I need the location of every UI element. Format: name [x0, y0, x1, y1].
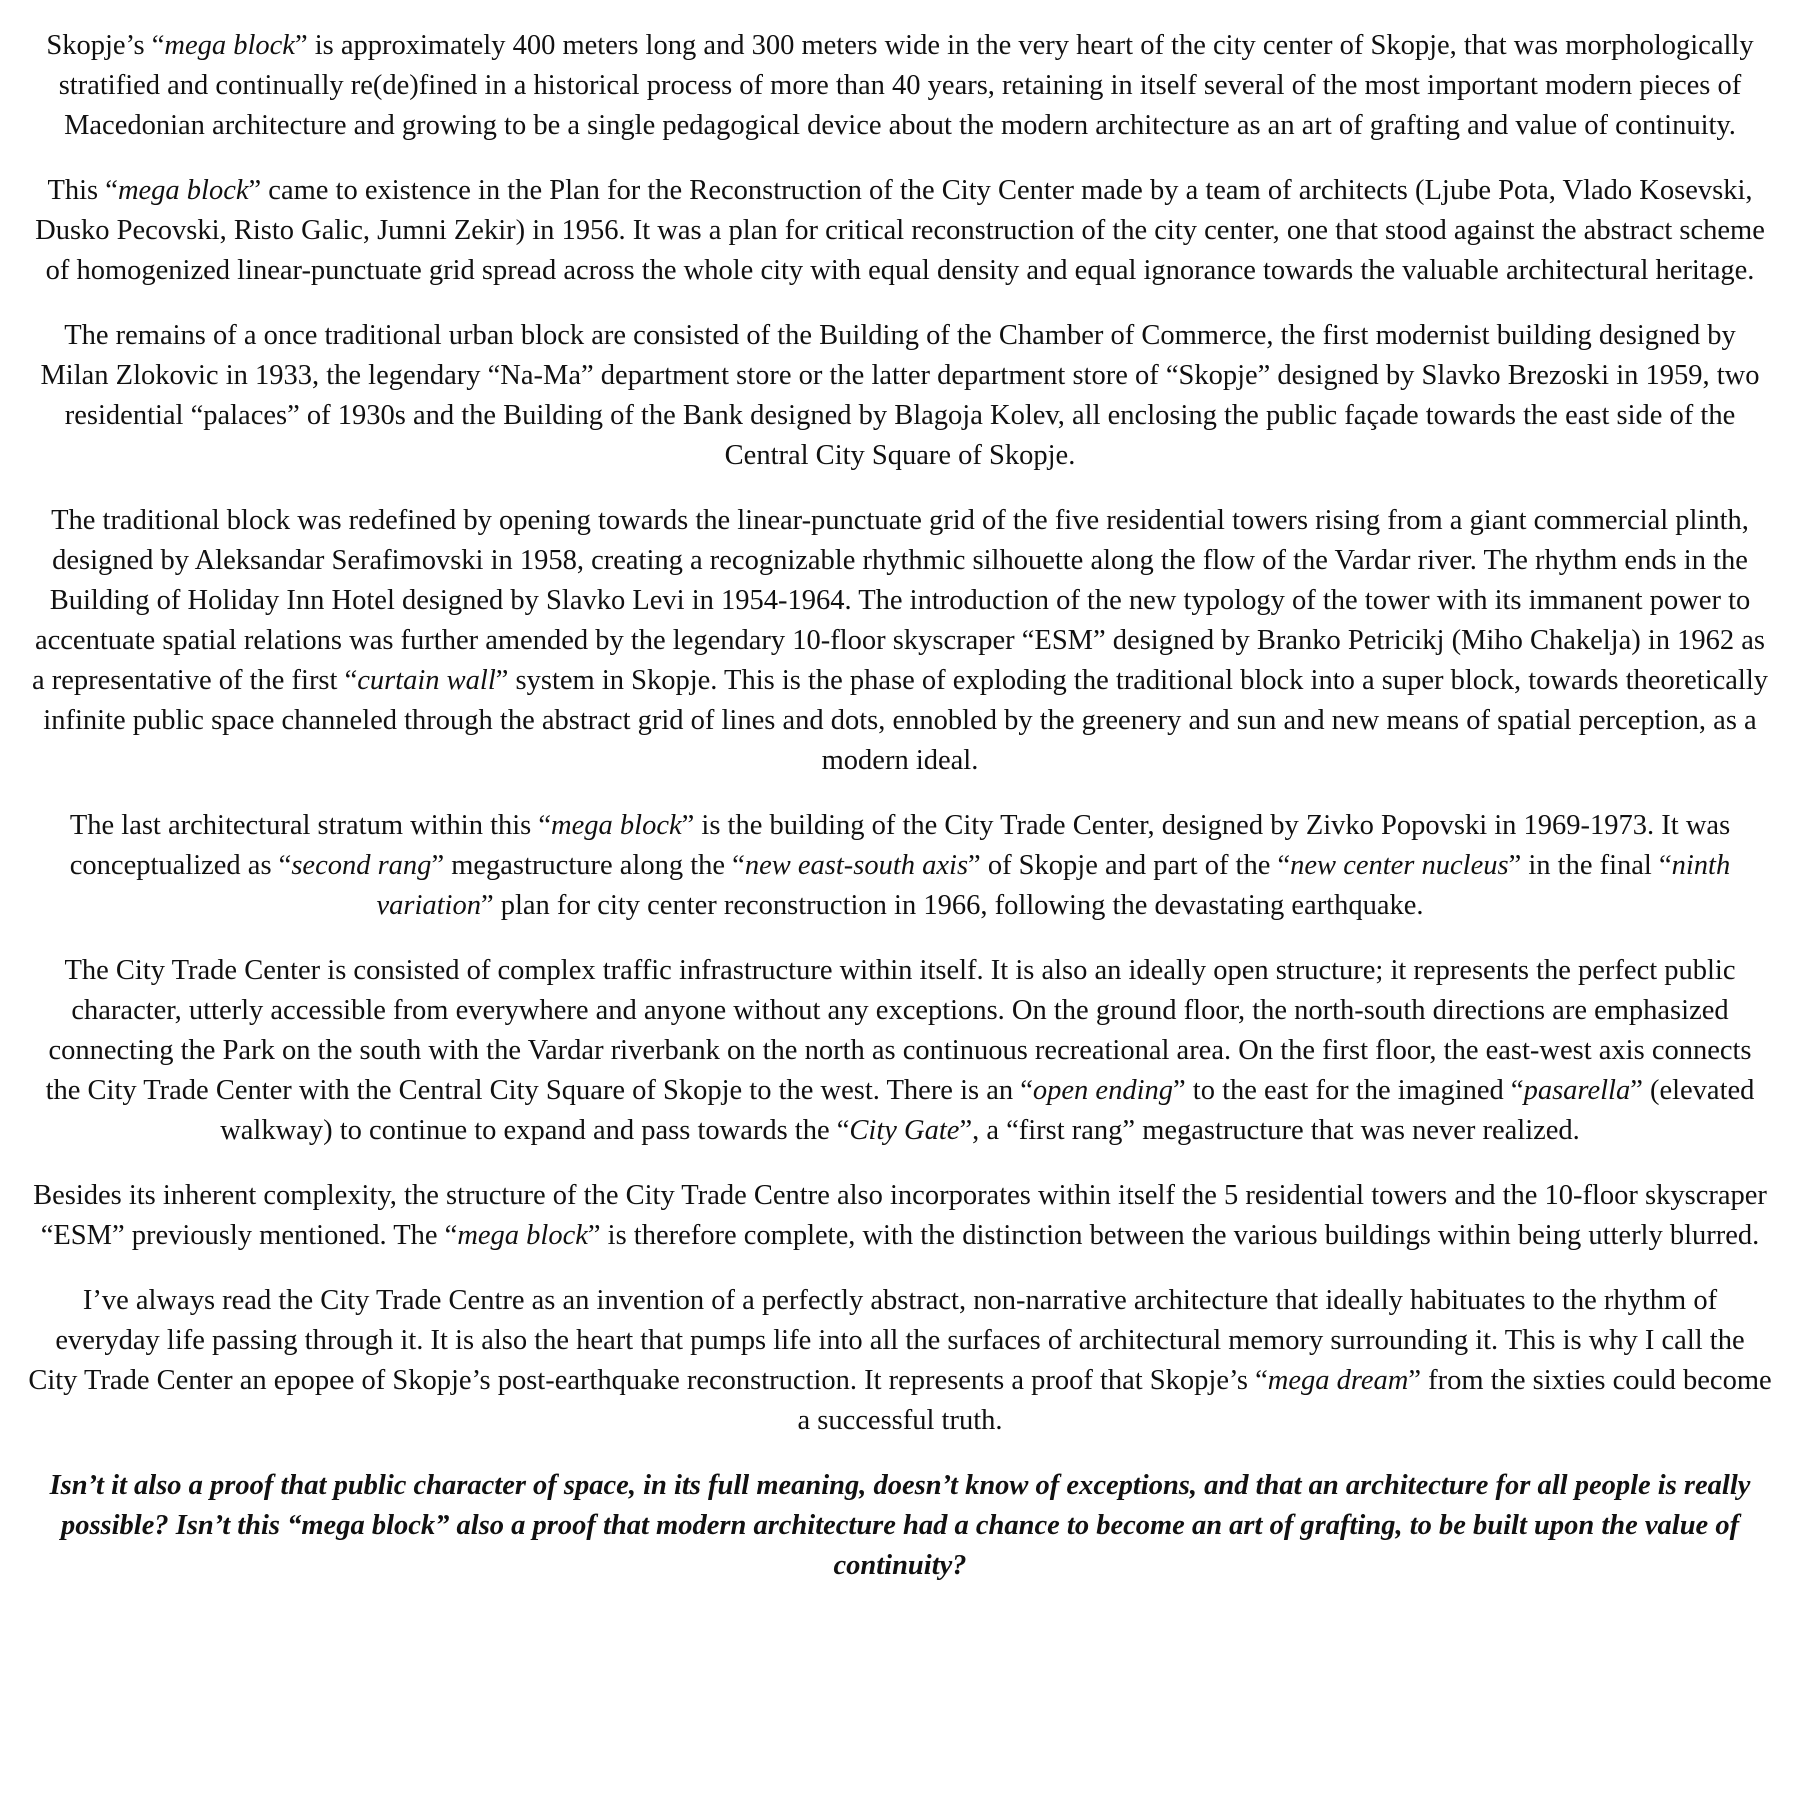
italic-text-run: mega block [164, 30, 295, 61]
text-run: The remains of a once traditional urban block are consisted of the Building of the Chamber of Commerce, the first modernist building designed by Milan Zlokovic in 1933, the legendary “Na-Ma” department store or the latter department store of “Skopje” designed by Slavko Brezoski in 1959, two residential “palaces” of 1930s and the Building of the Bank designed by Blagoja Kolev, all enclosing the public façade towards the east side of the Central City Square of Skopje. [40, 320, 1760, 471]
text-run: ” to the east for the imagined “ [1173, 1075, 1524, 1106]
text-run: ” (elevated walkway) to continue to expand and pass towards the “ [220, 1075, 1755, 1146]
text-run: Skopje’s “ [46, 30, 165, 61]
text-run: ” megastructure along the “ [431, 850, 745, 881]
italic-text-run: new center nucleus [1290, 850, 1509, 881]
paragraph-block-redefined-towers [28, 501, 1772, 781]
text-run: Isn’t it also a proof that public character of space, in its full meaning, doesn’t know of exceptions, and that an architecture for all people is really possible? Isn’t this “mega block” also a proof that modern architecture had a chance to become an art of grafting, to be built upon the value of continuity? [49, 1470, 1751, 1581]
text-run: ” is therefore complete, with the distinction between the various buildings within being utterly blurred. [587, 1220, 1760, 1251]
text-run: ” is the building of the City Trade Center, designed by Zivko Popovski in 1969-1973. It was conceptualized as “ [69, 810, 1731, 881]
italic-text-run: mega block [457, 1220, 588, 1251]
text-run: ” in the final “ [1508, 850, 1672, 881]
text-run: ” plan for city center reconstruction in 1966, following the devastating earthquake. [480, 890, 1424, 921]
italic-text-run: ninth variation [376, 850, 1731, 921]
paragraph-traditional-block-remains [28, 316, 1772, 476]
italic-text-run: second rang [291, 850, 432, 881]
italic-text-run: new east-south axis [744, 850, 969, 881]
text-run: The last architectural stratum within this “ [69, 810, 552, 841]
italic-text-run: City Gate [849, 1115, 960, 1146]
text-run: The City Trade Center is consisted of complex traffic infrastructure within itself. It is also an ideally open structure; it represents the perfect public character, utterly accessible from everywhere and anyone without any exceptions. On the ground floor, the north-south directions are emphasized connecting the Park on the south with the Vardar riverbank on the north as continuous recreational area. On the first floor, the east-west axis connects the City Trade Center with the Central City Square of Skopje to the west. There is an “ [45, 955, 1752, 1106]
text-run: ”, a “first rang” megastructure that was never realized. [959, 1115, 1580, 1146]
text-run: ” from the sixties could become a successful truth. [797, 1365, 1772, 1436]
italic-text-run: open ending [1032, 1075, 1173, 1106]
text-run: The traditional block was redefined by opening towards the linear-punctuate grid of the five residential towers rising from a giant commercial plinth, designed by Aleksandar Serafimovski in 1958, creating a recognizable rhythmic silhouette along the flow of the Vardar river. The rhythm ends in the Building of Holiday Inn Hotel designed by Slavko Levi in 1954-1964. The introduction of the new typology of the tower with its immanent power to accentuate spatial relations was further amended by the legendary 10-floor skyscraper “ESM” designed by Branko Petricikj (Miho Chakelja) in 1962 as a representative of the first “ [32, 505, 1766, 696]
italic-text-run: curtain wall [357, 665, 496, 696]
italic-text-run: pasarella [1523, 1075, 1631, 1106]
paragraph-mega-block-intro [28, 26, 1772, 146]
text-run: ” is approximately 400 meters long and 300 meters wide in the very heart of the city center of Skopje, that was morphologically stratified and continually re(de)fined in a historical process of more than 40 years, retaining in itself several of the most important modern pieces of Macedonian architecture and growing to be a single pedagogical device about the modern architecture as an art of grafting and value of continuity. [58, 30, 1754, 141]
text-run: ” of Skopje and part of the “ [968, 850, 1291, 881]
paragraph-mega-block-complete [28, 1176, 1772, 1256]
paragraph-city-trade-center-structure [28, 951, 1772, 1151]
italic-text-run: mega dream [1267, 1365, 1409, 1396]
paragraph-reconstruction-plan-1956 [28, 171, 1772, 291]
text-run: ” system in Skopje. This is the phase of exploding the traditional block into a super block, towards theoretically infinite public space channeled through the abstract grid of lines and dots, ennobled by the greenery and sun and new means of spatial perception, as a modern ideal. [43, 665, 1768, 776]
italic-text-run: mega block [117, 175, 249, 206]
italic-text-run: mega block [551, 810, 682, 841]
paragraph-closing-question [28, 1466, 1772, 1586]
text-run: Besides its inherent complexity, the structure of the City Trade Centre also incorporates within itself the 5 residential towers and the 10-floor skyscraper “ESM” previously mentioned. The “ [33, 1180, 1767, 1251]
paragraph-city-trade-center-stratum [28, 806, 1772, 926]
text-run: This “ [47, 175, 118, 206]
paragraph-epopee-reconstruction [28, 1281, 1772, 1441]
text-run: I’ve always read the City Trade Centre as an invention of a perfectly abstract, non-narrative architecture that ideally habituates to the rhythm of everyday life passing through it. It is also the heart that pumps life into all the surfaces of architectural memory surrounding it. This is why I call the City Trade Center an epopee of Skopje’s post-earthquake reconstruction. It represents a proof that Skopje’s “ [28, 1285, 1745, 1396]
text-run: ” came to existence in the Plan for the Reconstruction of the City Center made by a team of architects (Ljube Pota, Vlado Kosevski, Dusko Pecovski, Risto Galic, Jumni Zekir) in 1956. It was a plan for critical reconstruction of the city center, one that stood against the abstract scheme of homogenized linear-punctuate grid spread across the whole city with equal density and equal ignorance towards the valuable architectural heritage. [35, 175, 1765, 286]
